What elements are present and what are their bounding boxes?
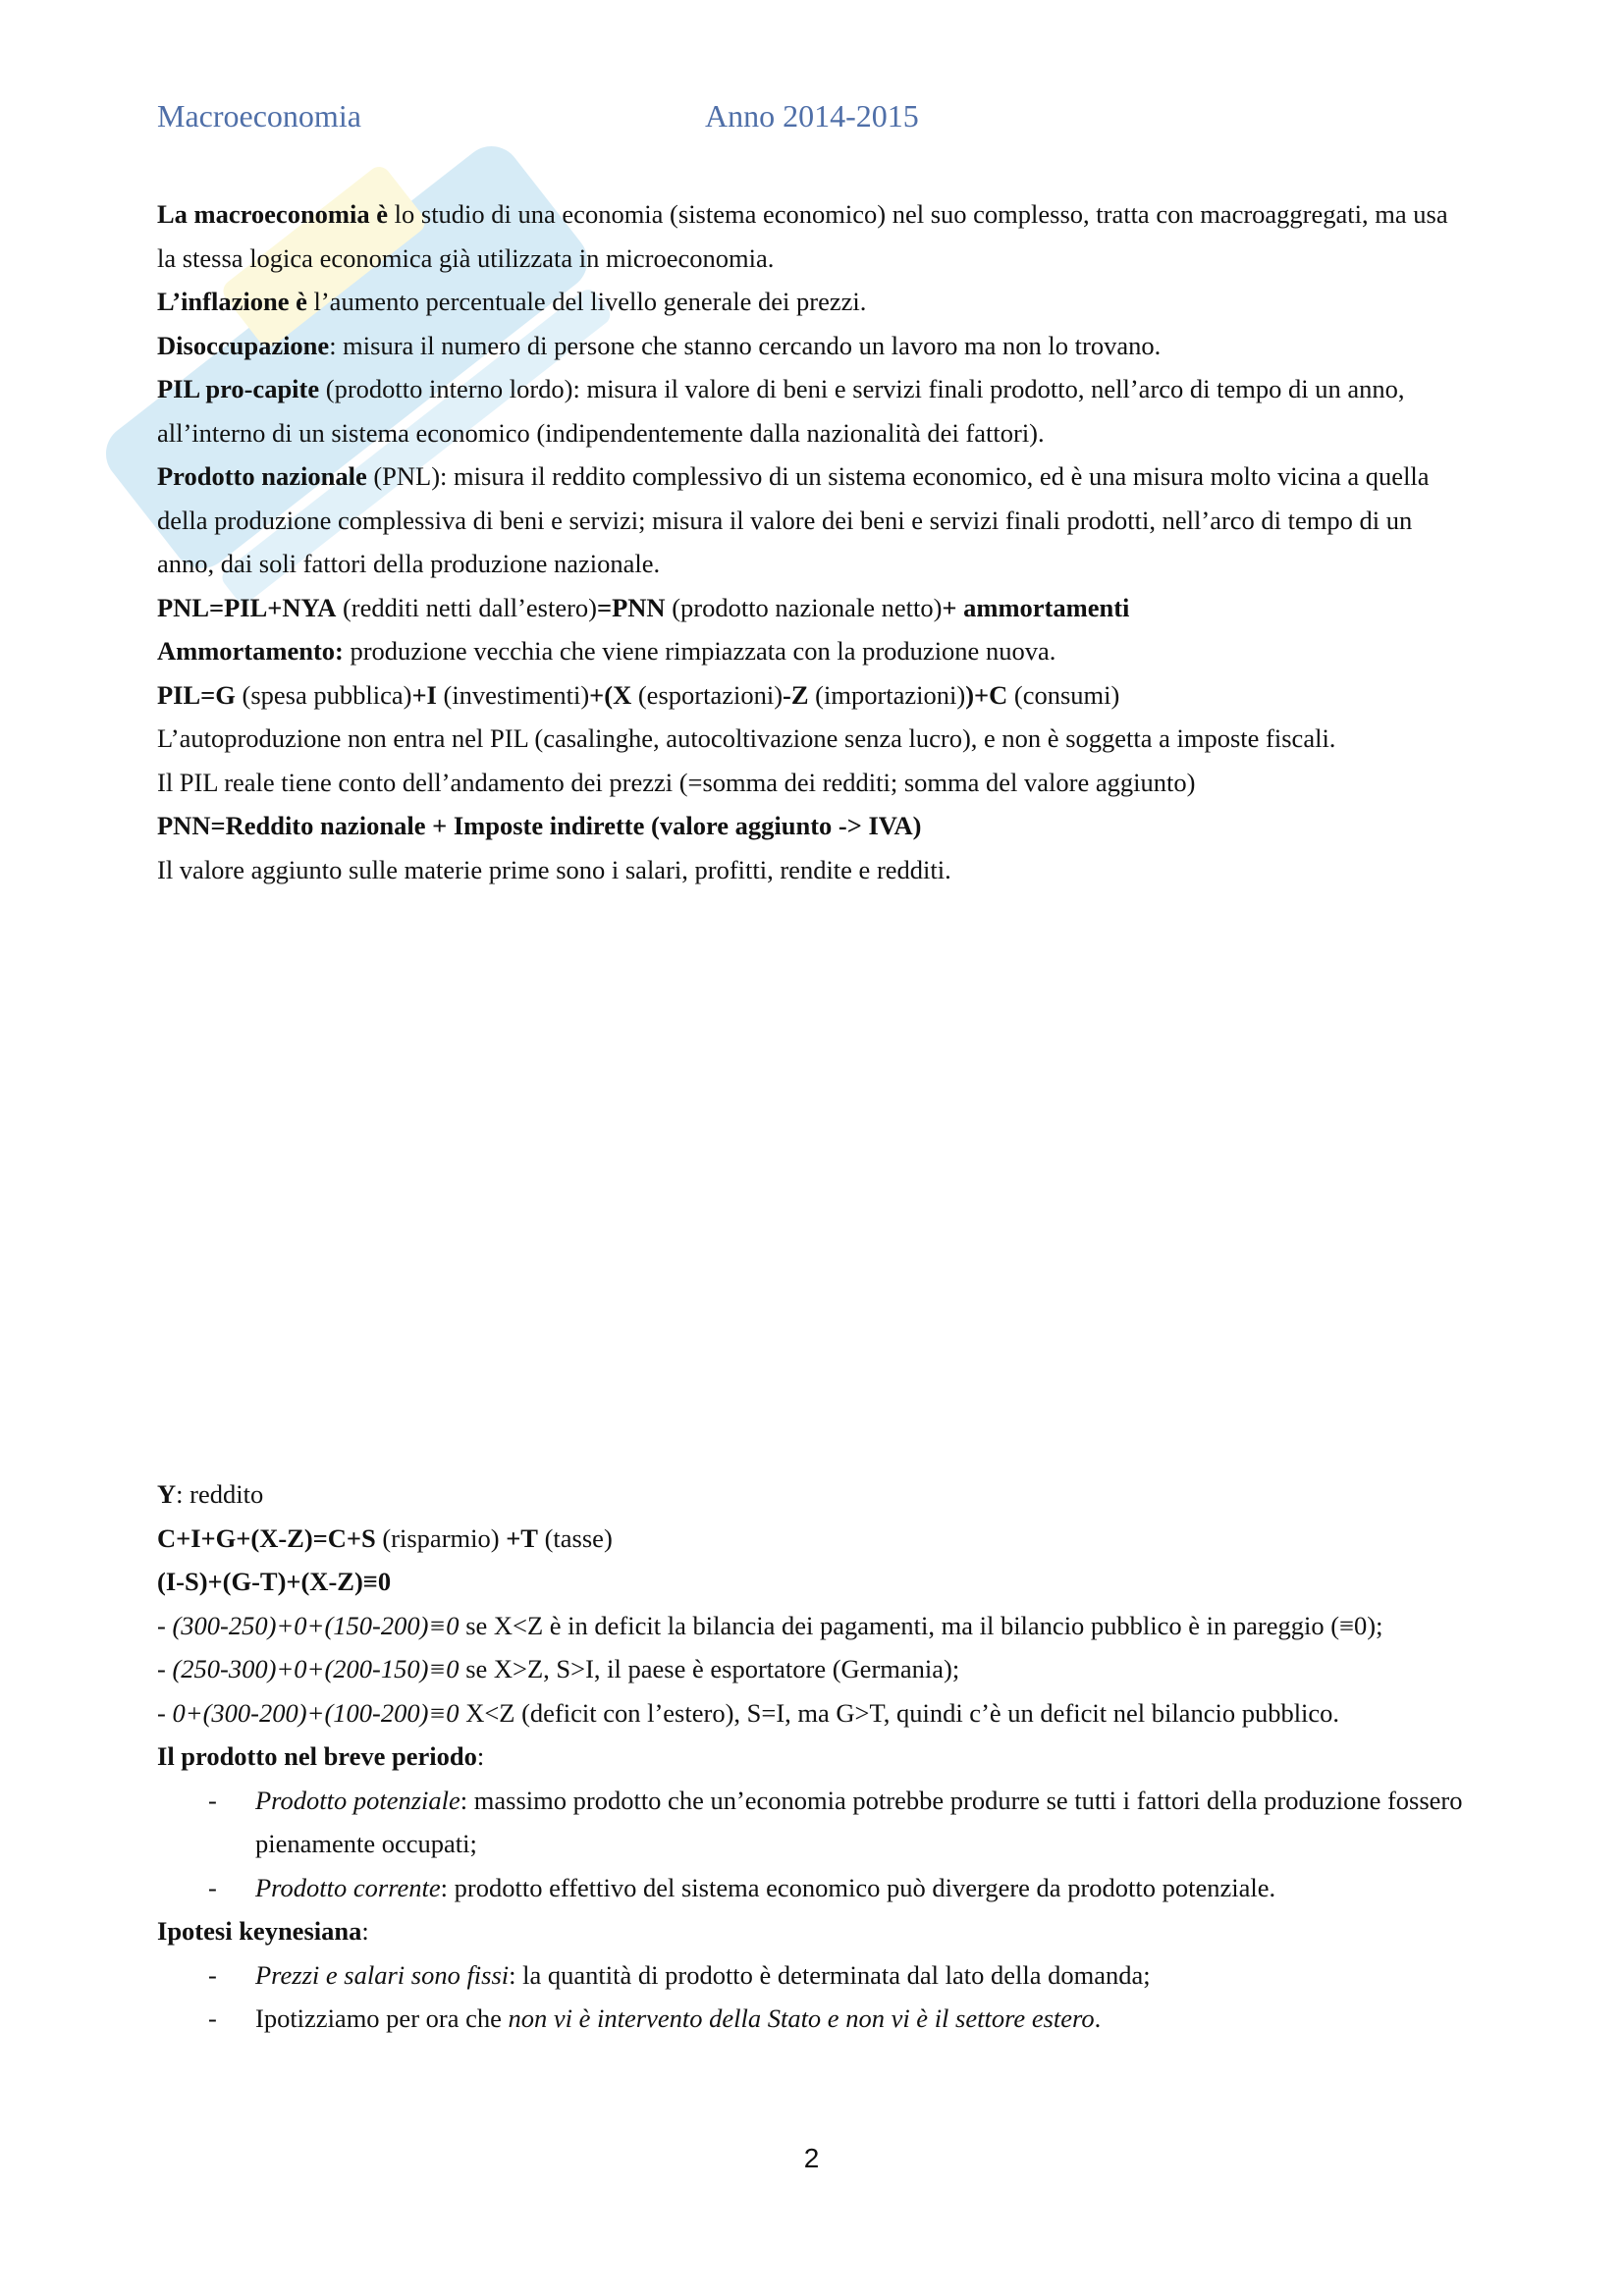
italic-text: (250-300)+0+(200-150)≡0: [172, 1654, 460, 1683]
italic-text: Prodotto corrente: [255, 1872, 441, 1902]
bold-term: PIL=G: [157, 679, 236, 710]
body-text: (prodotto interno lordo): misura il valore di beni e servizi finali prodotto, nell’arco di tempo di un anno, all’interno di un sistema economico (indipendentemente dalla nazionalità dei fattori).: [157, 374, 1405, 448]
body-text: X<Z (deficit con l’estero), S=I, ma G>T, quindi c’è un deficit nel bilancio pubblico.: [459, 1697, 1340, 1728]
intro-paragraph: [157, 848, 1473, 892]
bold-term: L’inflazione è: [157, 287, 307, 316]
body-text: se X>Z, S>I, il paese è esportatore (Germania);: [459, 1654, 960, 1683]
italic-text: Prezzi e salari sono fissi: [255, 1959, 510, 1990]
intro-paragraph: [157, 761, 1473, 805]
bold-term: Il prodotto nel breve periodo: [157, 1741, 477, 1771]
second-paragraph: [157, 1604, 1473, 1648]
body-text: (spesa pubblica): [235, 679, 412, 710]
second-paragraph: [157, 1953, 1473, 1998]
bold-term: PNL=PIL+NYA: [157, 592, 337, 622]
italic-text: (300-250)+0+(150-200)≡0: [172, 1610, 460, 1640]
intro-paragraph: [157, 280, 1473, 324]
body-text: lo studio di una economia (sistema economico) nel suo complesso, tratta con macroaggregati, ma usa la stessa logica economica già utilizzata in microeconomia.: [157, 199, 1448, 273]
second-paragraph: [157, 1997, 1473, 2041]
bold-term: Ammortamento:: [157, 636, 344, 666]
body-text: : prodotto effettivo del sistema economico può divergere da prodotto potenziale.: [440, 1872, 1276, 1902]
bold-term: + ammortamenti: [942, 592, 1130, 622]
bold-term: Y: [157, 1479, 177, 1509]
intro-paragraph: [157, 367, 1473, 454]
page-header: [157, 98, 1463, 141]
italic-text: non vi è intervento della Stato e non vi è il settore estero: [508, 2003, 1095, 2033]
body-text: produzione vecchia che viene rimpiazzata con la produzione nuova.: [343, 636, 1056, 666]
intro-paragraph: [157, 673, 1473, 718]
body-text: (redditi netti dall’estero): [336, 592, 597, 622]
bold-term: -Z: [783, 679, 809, 710]
body-text: Il valore aggiunto sulle materie prime sono i salari, profitti, rendite e redditi.: [157, 854, 951, 884]
body-text: (consumi): [1007, 679, 1120, 710]
intro-paragraph: [157, 629, 1473, 673]
body-text: -: [157, 1697, 173, 1728]
bold-term: (I-S)+(G-T)+(X-Z)≡0: [157, 1567, 392, 1596]
body-text: (investimenti): [436, 679, 590, 710]
second-paragraph: [157, 1517, 1473, 1561]
second-paragraph: [157, 1647, 1473, 1691]
body-text: l’aumento percentuale del livello generale dei prezzi.: [306, 287, 867, 316]
body-text: -: [157, 1610, 173, 1640]
intro-paragraph: [157, 324, 1473, 368]
body-text: -: [157, 1654, 173, 1683]
intro-paragraph: [157, 804, 1473, 848]
body-text: : la quantità di prodotto è determinata dal lato della domanda;: [509, 1959, 1151, 1990]
list-bullet: -: [208, 2003, 217, 2033]
bold-term: PNN=Reddito nazionale + Imposte indirette (valore aggiunto -> IVA): [157, 811, 922, 840]
second-paragraph: [157, 1909, 1473, 1953]
italic-text: Prodotto potenziale: [255, 1785, 460, 1815]
second-paragraph: [157, 1866, 1473, 1910]
body-text: (esportazioni): [631, 679, 784, 710]
bold-term: )+C: [965, 679, 1008, 710]
bold-term: Disoccupazione: [157, 330, 330, 360]
bold-term: +I: [411, 679, 437, 710]
header-subject: Macroeconomia: [157, 98, 361, 133]
bold-term: =PNN: [597, 592, 666, 622]
body-text: Il PIL reale tiene conto dell’andamento dei prezzi (=somma dei redditi; somma del valore aggiunto): [157, 767, 1196, 797]
bold-term: Prodotto nazionale: [157, 461, 367, 491]
second-paragraph: [157, 1472, 1473, 1517]
second-paragraph: [157, 1779, 1473, 1866]
body-text: : misura il numero di persone che stanno cercando un lavoro ma non lo trovano.: [329, 330, 1162, 360]
body-text: Ipotizziamo per ora che: [255, 2003, 509, 2033]
second-paragraph: [157, 1735, 1473, 1779]
body-text: : massimo prodotto che un’economia potrebbe produrre se tutti i fattori della produzione fossero pienamente occupati;: [255, 1785, 1463, 1858]
body-text: : reddito: [176, 1479, 264, 1509]
body-text: (PNL): misura il reddito complessivo di un sistema economico, ed è una misura molto vicina a quella della produzione complessiva di beni e servizi; misura il valore dei beni e servizi finali prodotti, nell’arco di tempo di un anno, dai soli fattori della produzione nazionale.: [157, 461, 1430, 578]
intro-paragraph: [157, 717, 1473, 761]
intro-paragraph: [157, 454, 1473, 586]
intro-paragraph: [157, 192, 1473, 280]
list-bullet: -: [208, 1872, 217, 1902]
bold-term: PIL pro-capite: [157, 374, 320, 403]
body-text: (tasse): [537, 1522, 613, 1553]
body-text: (risparmio): [375, 1522, 507, 1553]
definitions-section: [157, 192, 1473, 891]
header-year: Anno 2014-2015: [705, 98, 919, 133]
second-paragraph: [157, 1560, 1473, 1604]
body-text: :: [476, 1741, 485, 1771]
body-text: .: [1094, 2003, 1102, 2033]
intro-paragraph: [157, 586, 1473, 630]
italic-text: 0+(300-200)+(100-200)≡0: [172, 1697, 460, 1728]
list-bullet: -: [208, 1785, 217, 1815]
body-text: (prodotto nazionale netto): [665, 592, 943, 622]
list-bullet: -: [208, 1959, 217, 1990]
bold-term: Ipotesi keynesiana: [157, 1916, 362, 1946]
bold-term: La macroeconomia è: [157, 199, 389, 229]
bold-term: C+I+G+(X-Z)=C+S: [157, 1522, 376, 1553]
body-text: se X<Z è in deficit la bilancia dei pagamenti, ma il bilancio pubblico è in pareggio (≡0);: [459, 1610, 1383, 1640]
body-text: :: [361, 1916, 369, 1946]
body-text: (importazioni): [808, 679, 966, 710]
body-text: L’autoproduzione non entra nel PIL (casalinghe, autocoltivazione senza lucro), e non è soggetta a imposte fiscali.: [157, 723, 1336, 753]
page-number: 2: [803, 2143, 820, 2173]
second-paragraph: [157, 1691, 1473, 1735]
bold-term: +(X: [589, 679, 632, 710]
income-identity-section: [157, 1472, 1473, 2041]
bold-term: +T: [506, 1522, 538, 1553]
